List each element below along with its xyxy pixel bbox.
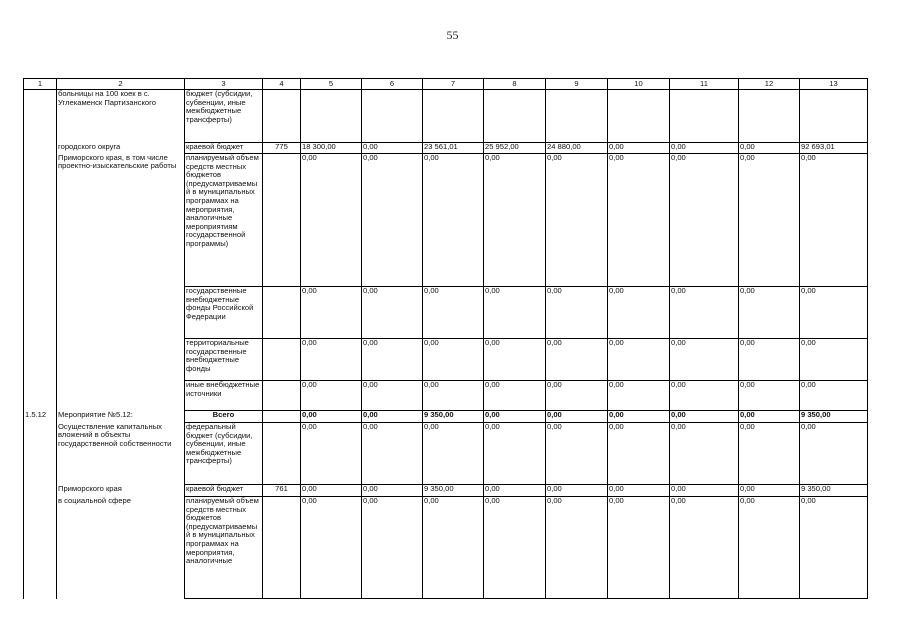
- amount-cell: 0,00: [608, 287, 670, 339]
- budget-code-cell: [263, 497, 301, 599]
- amount-cell: 0,00: [739, 154, 800, 287]
- amount-cell: 25 952,00: [484, 143, 546, 154]
- amount-cell: 0,00: [484, 497, 546, 599]
- amount-cell: 92 693,01: [800, 143, 868, 154]
- amount-cell: 0,00: [670, 423, 739, 485]
- amount-cell: 0,00: [608, 143, 670, 154]
- amount-cell: 0,00: [670, 485, 739, 497]
- item-code-cell: [24, 154, 57, 287]
- budget-code-cell: 775: [263, 143, 301, 154]
- header-cell: 10: [608, 79, 670, 90]
- header-cell: 5: [301, 79, 362, 90]
- amount-cell: 23 561,01: [423, 143, 484, 154]
- amount-cell: 0,00: [423, 381, 484, 411]
- amount-cell: 0,00: [484, 423, 546, 485]
- budget-code-cell: 761: [263, 485, 301, 497]
- amount-cell: [800, 90, 868, 143]
- amount-cell: 0,00: [546, 423, 608, 485]
- amount-cell: 0,00: [739, 339, 800, 381]
- amount-cell: 0,00: [739, 287, 800, 339]
- amount-cell: 0,00: [608, 411, 670, 423]
- amount-cell: [608, 90, 670, 143]
- budget-code-cell: [263, 381, 301, 411]
- table-row: [24, 485, 868, 497]
- page-number: 55: [446, 28, 459, 42]
- budget-code-cell: [263, 423, 301, 485]
- amount-cell: 0,00: [484, 339, 546, 381]
- amount-cell: 0,00: [301, 154, 362, 287]
- funding-source-cell: федеральный бюджет (субсидии, субвенции, иные межбюджетные трансферты): [185, 423, 263, 485]
- amount-cell: 0,00: [546, 497, 608, 599]
- amount-cell: 0,00: [484, 411, 546, 423]
- amount-cell: 0,00: [670, 381, 739, 411]
- table-row: [24, 154, 868, 287]
- amount-cell: 0,00: [423, 423, 484, 485]
- amount-cell: 0,00: [546, 381, 608, 411]
- item-code-cell: 1.5.12: [24, 411, 57, 423]
- header-cell: 3: [185, 79, 263, 90]
- funding-source-cell: территориальные государственные внебюджетные фонды: [185, 339, 263, 381]
- table-header: [24, 79, 868, 90]
- amount-cell: 0,00: [608, 381, 670, 411]
- amount-cell: [423, 90, 484, 143]
- amount-cell: 0,00: [301, 339, 362, 381]
- header-cell: 12: [739, 79, 800, 90]
- item-code-cell: [24, 287, 57, 339]
- amount-cell: 0,00: [301, 287, 362, 339]
- header-cell: 4: [263, 79, 301, 90]
- amount-cell: 0,00: [800, 154, 868, 287]
- amount-cell: 24 880,00: [546, 143, 608, 154]
- amount-cell: 0,00: [608, 154, 670, 287]
- header-cell: 7: [423, 79, 484, 90]
- amount-cell: 0,00: [423, 154, 484, 287]
- amount-cell: [739, 90, 800, 143]
- amount-cell: 0,00: [800, 287, 868, 339]
- budget-code-cell: [263, 339, 301, 381]
- item-name-cell: Приморского края: [57, 485, 185, 497]
- item-name-cell: больницы на 100 коек в с. Углекаменск Партизанского: [57, 90, 185, 143]
- amount-cell: 0,00: [301, 497, 362, 599]
- table-row: [24, 381, 868, 411]
- amount-cell: 0,00: [362, 339, 423, 381]
- amount-cell: 0,00: [362, 154, 423, 287]
- amount-cell: 0,00: [608, 423, 670, 485]
- amount-cell: [670, 90, 739, 143]
- funding-source-cell: бюджет (субсидии, субвенции, иные межбюджетные трансферты): [185, 90, 263, 143]
- amount-cell: 0,00: [670, 154, 739, 287]
- amount-cell: 0,00: [484, 381, 546, 411]
- amount-cell: 0,00: [546, 485, 608, 497]
- amount-cell: 0,00: [362, 411, 423, 423]
- amount-cell: 0,00: [800, 339, 868, 381]
- amount-cell: 0,00: [670, 339, 739, 381]
- item-name-cell: городского округа: [57, 143, 185, 154]
- amount-cell: [362, 90, 423, 143]
- amount-cell: 0,00: [362, 287, 423, 339]
- table-row: [24, 339, 868, 381]
- amount-cell: 0,00: [739, 143, 800, 154]
- amount-cell: 9 350,00: [423, 485, 484, 497]
- amount-cell: 0,00: [301, 411, 362, 423]
- amount-cell: 0,00: [739, 381, 800, 411]
- funding-source-cell: иные внебюджетные источники: [185, 381, 263, 411]
- header-cell: 2: [57, 79, 185, 90]
- amount-cell: 0,00: [670, 287, 739, 339]
- funding-source-cell: планируемый объем средств местных бюджетов (предусматриваемый в муниципальных программах на мероприятия, аналогичные: [185, 497, 263, 599]
- amount-cell: 0,00: [301, 485, 362, 497]
- header-cell: 13: [800, 79, 868, 90]
- table-row: [24, 90, 868, 143]
- amount-cell: 0,00: [423, 287, 484, 339]
- header-row: [24, 79, 868, 90]
- item-name-cell: в социальной сфере: [57, 497, 185, 599]
- funding-source-cell: краевой бюджет: [185, 485, 263, 497]
- amount-cell: 0,00: [362, 485, 423, 497]
- header-cell: 11: [670, 79, 739, 90]
- funding-source-cell: планируемый объем средств местных бюджетов (предусматриваемый в муниципальных программах на мероприятия, аналогичные мероприятиям государственной программы): [185, 154, 263, 287]
- amount-cell: 0,00: [670, 143, 739, 154]
- item-name-cell: Мероприятие №5.12:: [57, 411, 185, 423]
- amount-cell: 0,00: [608, 339, 670, 381]
- funding-source-cell: краевой бюджет: [185, 143, 263, 154]
- item-code-cell: [24, 90, 57, 143]
- amount-cell: 0,00: [739, 485, 800, 497]
- amount-cell: 0,00: [800, 381, 868, 411]
- amount-cell: 18 300,00: [301, 143, 362, 154]
- amount-cell: 0,00: [608, 497, 670, 599]
- amount-cell: 0,00: [546, 339, 608, 381]
- funding-source-cell: государственные внебюджетные фонды Российской Федерации: [185, 287, 263, 339]
- header-cell: 8: [484, 79, 546, 90]
- item-code-cell: [24, 423, 57, 485]
- amount-cell: 0,00: [739, 423, 800, 485]
- amount-cell: 0,00: [423, 497, 484, 599]
- amount-cell: [546, 90, 608, 143]
- budget-code-cell: [263, 154, 301, 287]
- amount-cell: 0,00: [362, 143, 423, 154]
- amount-cell: 0,00: [739, 411, 800, 423]
- amount-cell: [484, 90, 546, 143]
- item-name-cell: [57, 287, 185, 339]
- table-row: [24, 143, 868, 154]
- table-row: [24, 497, 868, 599]
- amount-cell: 9 350,00: [423, 411, 484, 423]
- amount-cell: 0,00: [670, 411, 739, 423]
- amount-cell: [301, 90, 362, 143]
- amount-cell: 0,00: [800, 423, 868, 485]
- amount-cell: 0,00: [423, 339, 484, 381]
- amount-cell: 0,00: [546, 287, 608, 339]
- amount-cell: 0,00: [362, 497, 423, 599]
- amount-cell: 0,00: [484, 485, 546, 497]
- amount-cell: 0,00: [362, 423, 423, 485]
- amount-cell: 9 350,00: [800, 411, 868, 423]
- header-cell: 9: [546, 79, 608, 90]
- amount-cell: 0,00: [546, 154, 608, 287]
- item-code-cell: [24, 497, 57, 599]
- item-name-cell: Приморского края, в том числе проектно-изыскательские работы: [57, 154, 185, 287]
- amount-cell: 0,00: [739, 497, 800, 599]
- header-cell: 6: [362, 79, 423, 90]
- header-cell: 1: [24, 79, 57, 90]
- amount-cell: 0,00: [301, 381, 362, 411]
- table-row: [24, 423, 868, 485]
- table-row: [24, 287, 868, 339]
- amount-cell: 0,00: [670, 497, 739, 599]
- item-name-cell: [57, 381, 185, 411]
- budget-table: [23, 78, 868, 599]
- item-name-cell: [57, 339, 185, 381]
- budget-code-cell: [263, 411, 301, 423]
- amount-cell: 0,00: [484, 287, 546, 339]
- budget-code-cell: [263, 287, 301, 339]
- budget-code-cell: [263, 90, 301, 143]
- item-code-cell: [24, 381, 57, 411]
- item-code-cell: [24, 143, 57, 154]
- item-code-cell: [24, 339, 57, 381]
- funding-source-cell: Всего: [185, 411, 263, 423]
- amount-cell: 0,00: [608, 485, 670, 497]
- amount-cell: 0,00: [484, 154, 546, 287]
- amount-cell: 0,00: [301, 423, 362, 485]
- table-body: [24, 90, 868, 599]
- amount-cell: 9 350,00: [800, 485, 868, 497]
- table-row: [24, 411, 868, 423]
- item-name-cell: Осуществление капитальных вложений в объекты государственной собственности: [57, 423, 185, 485]
- amount-cell: 0,00: [800, 497, 868, 599]
- amount-cell: 0,00: [546, 411, 608, 423]
- amount-cell: 0,00: [362, 381, 423, 411]
- item-code-cell: [24, 485, 57, 497]
